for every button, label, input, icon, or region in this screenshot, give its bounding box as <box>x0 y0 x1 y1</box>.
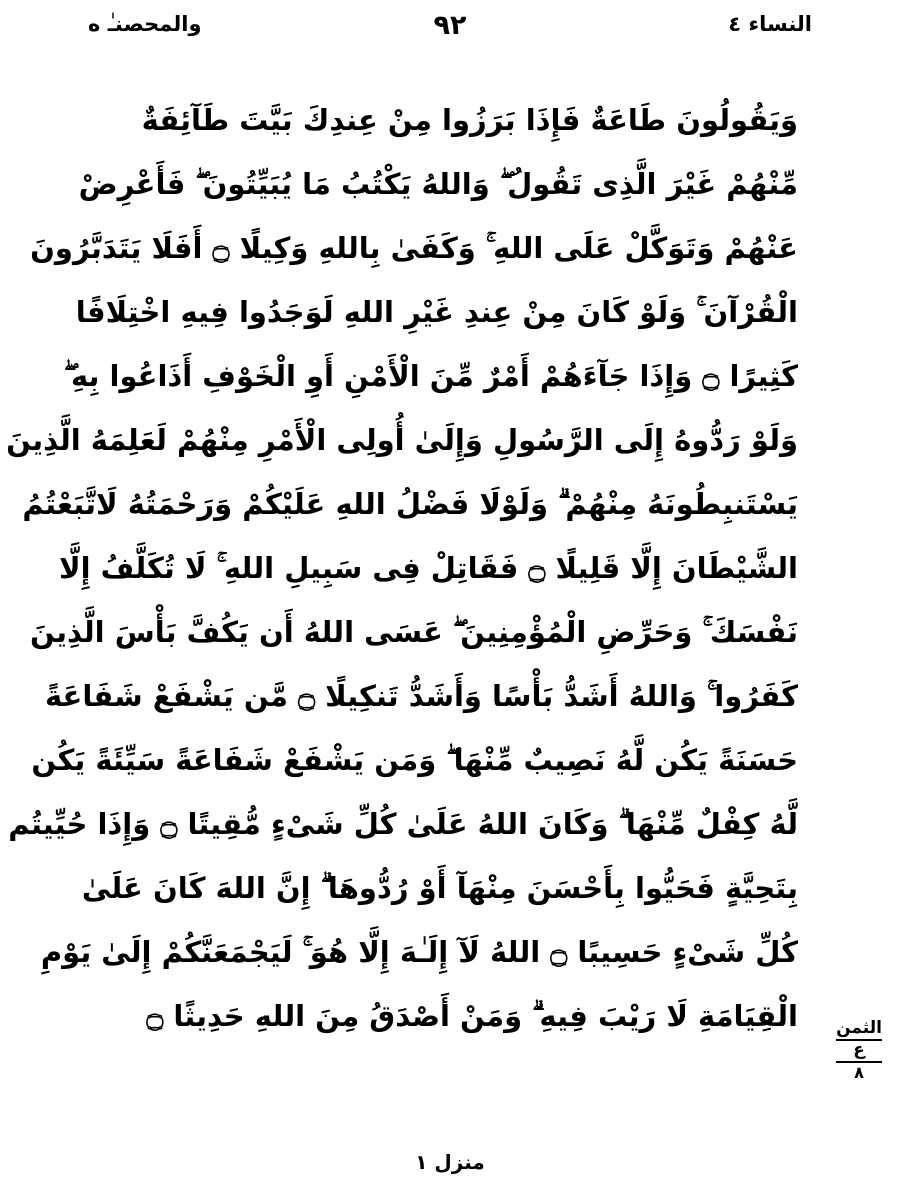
section-marker-middle: ع <box>836 1039 882 1063</box>
quran-line: مِّنْهُمْ غَيْرَ الَّذِى تَقُولُ ۖ وَاللهُ يَكْتُبُ مَا يُبَيِّتُونَ ۖ فَأَعْرِضْ <box>78 167 798 201</box>
quran-line: كَفَرُوا ۚ وَاللهُ أَشَدُّ بَأْسًا وَأَشَدُّ تَنكِيلًا ۝ مَّن يَشْفَعْ شَفَاعَةً <box>44 679 798 713</box>
header-juz-label: والمحصنـٰ ه <box>88 12 202 36</box>
page-footer <box>0 1150 900 1174</box>
quran-line: كَثِيرًا ۝ وَإِذَا جَآءَهُمْ أَمْرٌ مِّنَ الْأَمْنِ أَوِ الْخَوْفِ أَذَاعُوا بِهِ ۖ <box>63 359 798 393</box>
section-marker <box>836 1017 882 1083</box>
page-number: ٩٢ <box>433 10 467 41</box>
quran-line: وَيَقُولُونَ طَاعَةٌ فَإِذَا بَرَزُوا مِنْ عِندِكَ بَيَّتَ طَآئِفَةٌ <box>141 103 798 137</box>
quran-line: لَّهُ كِفْلٌ مِّنْهَا ۗ وَكَانَ اللهُ عَلَىٰ كُلِّ شَىْءٍ مُّقِيتًا ۝ وَإِذَا حُيِّيتُم <box>8 807 798 841</box>
quran-line: يَسْتَنبِطُونَهُ مِنْهُمْ ۗ وَلَوْلَا فَضْلُ اللهِ عَلَيْكُمْ وَرَحْمَتُهُ لَاتَّبَعْتُمُ <box>22 487 798 521</box>
page-header <box>70 12 830 52</box>
quran-text-block <box>6 88 798 1098</box>
quran-line: عَنْهُمْ وَتَوَكَّلْ عَلَى اللهِ ۚ وَكَفَىٰ بِاللهِ وَكِيلًا ۝ أَفَلَا يَتَدَبَّرُونَ <box>30 231 798 265</box>
quran-line: بِتَحِيَّةٍ فَحَيُّوا بِأَحْسَنَ مِنْهَآ أَوْ رُدُّوهَا ۗ إِنَّ اللهَ كَانَ عَلَىٰ <box>81 871 798 905</box>
quran-line: كُلِّ شَىْءٍ حَسِيبًا ۝ اللهُ لَآ إِلَـٰهَ إِلَّا هُوَ ۚ لَيَجْمَعَنَّكُمْ إِلَىٰ يَوْمِ <box>40 935 798 969</box>
section-marker-top: الثمن <box>836 1017 882 1038</box>
quran-line: نَفْسَكَ ۚ وَحَرِّضِ الْمُؤْمِنِينَ ۖ عَسَى اللهُ أَن يَكُفَّ بَأْسَ الَّذِينَ <box>30 615 798 649</box>
quran-line: الْقُرْآنَ ۚ وَلَوْ كَانَ مِنْ عِندِ غَيْرِ اللهِ لَوَجَدُوا فِيهِ اخْتِلَافًا <box>75 295 798 329</box>
quran-line: الشَّيْطَانَ إِلَّا قَلِيلًا ۝ فَقَاتِلْ فِى سَبِيلِ اللهِ ۚ لَا تُكَلَّفُ إِلَّا <box>59 551 798 585</box>
quran-line: حَسَنَةً يَكُن لَّهُ نَصِيبٌ مِّنْهَا ۖ وَمَن يَشْفَعْ شَفَاعَةً سَيِّئَةً يَكُن <box>31 743 798 777</box>
quran-line: وَلَوْ رَدُّوهُ إِلَى الرَّسُولِ وَإِلَىٰ أُولِى الْأَمْرِ مِنْهُمْ لَعَلِمَهُ الَّذِينَ <box>6 423 798 457</box>
quran-line: الْقِيَامَةِ لَا رَيْبَ فِيهِ ۗ وَمَنْ أَصْدَقُ مِنَ اللهِ حَدِيثًا ۝ <box>146 999 798 1033</box>
header-surah-label: النساء ٤ <box>728 12 812 36</box>
section-marker-bottom: ٨ <box>854 1063 864 1083</box>
manzil-label: منزل ١ <box>415 1150 485 1174</box>
